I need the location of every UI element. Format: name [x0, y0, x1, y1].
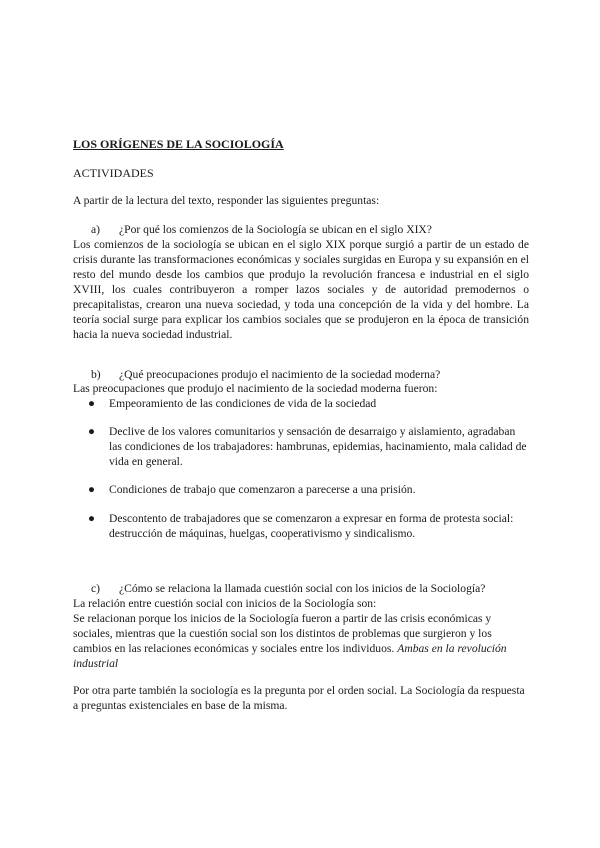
bullet-item — [88, 511, 528, 541]
bullet-text: Empeoramiento de las condiciones de vida de la sociedad — [109, 397, 377, 410]
question-b-text: ¿Qué preocupaciones produjo el nacimiento de la sociedad moderna? — [119, 368, 441, 381]
question-a — [91, 222, 531, 237]
answer-c-intro: La relación entre cuestión social con inicios de la Sociología son: — [73, 597, 377, 610]
question-c-label: c) — [91, 582, 101, 595]
section-heading: ACTIVIDADES — [73, 166, 154, 180]
instructions: A partir de la lectura del texto, responder las siguientes preguntas: — [73, 194, 380, 207]
bullet-text: Descontento de trabajadores que se comenzaron a expresar en forma de protesta social: destrucción de máquinas, huelgas, cooperativismo y sindicalismo. — [109, 512, 514, 540]
answer-c — [73, 611, 529, 671]
closing-paragraph: Por otra parte también la sociología es la pregunta por el orden social. La Sociología da respuesta a preguntas existenciales en base de la misma. — [73, 684, 525, 712]
answer-c-italic: Ambas en la revolución industrial — [73, 642, 507, 670]
question-c — [91, 581, 531, 596]
bullet-text: Condiciones de trabajo que comenzaron a parecerse a una prisión. — [109, 483, 416, 496]
answer-c-text: Se relacionan porque los inicios de la Sociología fueron a partir de las crisis económicas y sociales, mientras que la cuestión social son los distintos de problemas que surgieron y los cambios en las relaciones económicas y sociales entre los individuos. — [73, 612, 492, 655]
question-c-text: ¿Cómo se relaciona la llamada cuestión social con los inicios de la Sociología? — [119, 582, 486, 595]
bullet-item — [88, 482, 528, 497]
question-b — [91, 367, 531, 382]
bullet-icon: ● — [88, 397, 96, 410]
question-a-label: a) — [91, 223, 101, 236]
bullet-icon: ● — [88, 483, 96, 496]
bullet-item — [88, 396, 528, 411]
answer-a: Los comienzos de la sociología se ubican en el siglo XIX porque surgió a partir de un estado de crisis durante las transformaciones económicas y sociales surgidas en Europa y su expansión en el resto del mundo desde los cambios que produjo la revolución francesa e industrial en el siglo XVIII, los cuales contribuyeron a romper lazos sociales y de autoridad premodernos o precapitalistas, crearon una nueva sociedad, y toda una concepción de la vida y del hombre. La teoría social surge para explicar los cambios sociales que se produjeron en la época de transición hacia la nueva sociedad industrial. — [73, 238, 529, 341]
page-title: LOS ORÍGENES DE LA SOCIOLOGÍA — [73, 137, 284, 151]
question-a-text: ¿Por qué los comienzos de la Sociología se ubican en el siglo XIX? — [119, 223, 432, 236]
bullet-icon: ● — [88, 512, 96, 525]
question-b-label: b) — [91, 368, 101, 381]
bullet-icon: ● — [88, 425, 96, 438]
bullet-item — [88, 424, 528, 469]
answer-b-intro: Las preocupaciones que produjo el nacimiento de la sociedad moderna fueron: — [73, 382, 438, 395]
bullet-text: Declive de los valores comunitarios y sensación de desarraigo y aislamiento, agradaban las condiciones de los trabajadores: hambrunas, epidemias, hacinamiento, mala calidad de vida en general. — [109, 425, 527, 468]
